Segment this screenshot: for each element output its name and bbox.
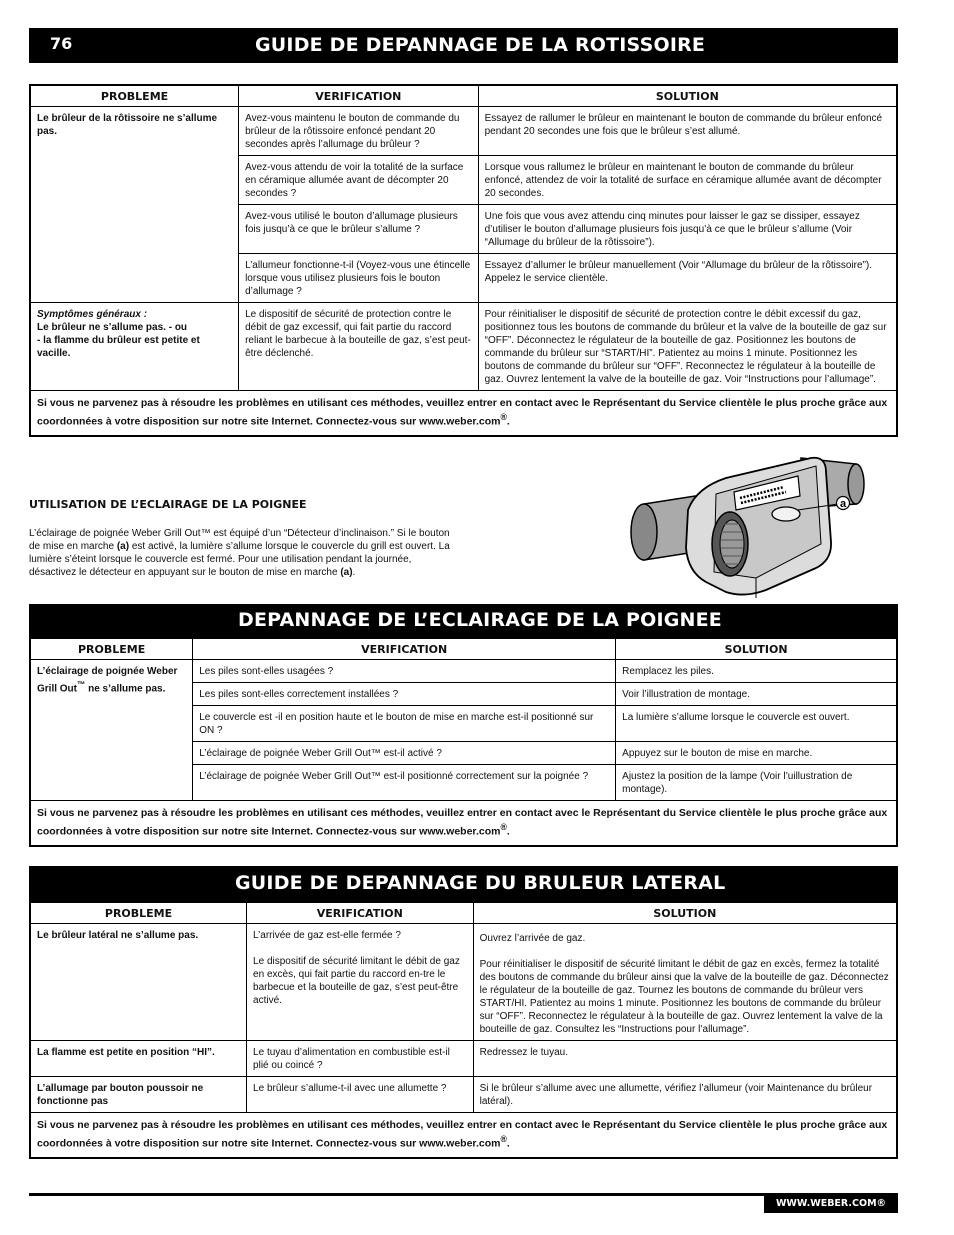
col-solution: SOLUTION: [473, 902, 897, 924]
table-header-row: [30, 902, 897, 924]
verification-cell: L’arrivée de gaz est-elle fermée ? Le dispositif de sécurité limitant le débit de gaz en excès, qui fait partie du raccord en-tre le barbecue et la bouteille de gaz, s’est peut-être activé.: [247, 924, 474, 1041]
solution-cell: Remplacez les piles.: [616, 660, 897, 683]
verification-cell: Avez-vous maintenu le bouton de commande du brûleur de la rôtissoire enfoncé pendant 20 secondes après l’allumage du brûleur ?: [239, 107, 479, 156]
contact-footer: Si vous ne parvenez pas à résoudre les problèmes en utilisant ces méthodes, veuillez entrer en contact avec le Représentant du Service clientèle le plus proche grâce aux coordonnées à votre disposition sur notre site Internet. Connectez-vous sur www.weber.com®.: [30, 391, 897, 436]
contact-footer: Si vous ne parvenez pas à résoudre les problèmes en utilisant ces méthodes, veuillez entrer en contact avec le Représentant du Service clientèle le plus proche grâce aux coordonnées à votre disposition sur notre site Internet. Connectez-vous sur www.weber.com®.: [30, 801, 897, 846]
solution-cell: Redressez le tuyau.: [473, 1041, 897, 1077]
verification-cell: L’éclairage de poignée Weber Grill Out™ est-il activé ?: [193, 742, 616, 765]
website-tag: WWW.WEBER.COM®: [764, 1195, 898, 1213]
side-burner-title: GUIDE DE DEPANNAGE DU BRULEUR LATERAL: [235, 872, 726, 894]
problem-cell: Le brûleur de la rôtissoire ne s’allume pas.: [30, 107, 239, 303]
callout-a: a: [839, 498, 847, 510]
handle-light-illustration: [626, 452, 866, 600]
table-header-row: [30, 85, 897, 107]
side-burner-header: [29, 866, 898, 901]
problem-line: - la flamme du brûleur est petite et vacille.: [37, 335, 200, 359]
solution-cell: Une fois que vous avez attendu cinq minutes pour laisser le gaz se dissiper, essayez d’utiliser le bouton d’allumage plusieurs fois jusqu’à ce que le brûleur s’allume (Voir “Allumage du brûleur de la rôtissoire”).: [478, 205, 897, 254]
solution-cell: Appuyez sur le bouton de mise en marche.: [616, 742, 897, 765]
problem-cell: Le brûleur latéral ne s’allume pas.: [30, 924, 247, 1041]
handle-light-table: [29, 637, 898, 847]
page-number: 76: [50, 34, 73, 53]
solution-cell: Ouvrez l’arrivée de gaz. Pour réinitialiser le dispositif de sécurité limitant le débit de gaz en excès, fermez la totalité des boutons de commande du brûleur ainsi que la valve de la bouteille de gaz. Déconnectez le régulateur de la bouteille de gaz. Tournez les boutons de commande du brûleur vers START/HI. Patientez au moins 1 minute. Positionnez les boutons de commande du brûleur sur “OFF”. Reconnectez le régulateur à la bouteille de gaz. Ouvrez lentement la valve de la bouteille de gaz. Consultez les “Instructions pour l’allumage”.: [473, 924, 897, 1041]
col-verification: VERIFICATION: [239, 85, 479, 107]
verification-cell: Le tuyau d’alimentation en combustible est-il plié ou coincé ?: [247, 1041, 474, 1077]
solution-cell: Ajustez la position de la lampe (Voir l’uillustration de montage).: [616, 765, 897, 801]
rotisserie-title: GUIDE DE DEPANNAGE DE LA ROTISSOIRE: [255, 34, 706, 56]
problem-symptoms-label: Symptômes généraux :: [37, 309, 148, 320]
problem-cell: L’allumage par bouton poussoir ne fonctionne pas: [30, 1077, 247, 1113]
problem-cell: [30, 303, 239, 391]
table-footer-row: [30, 1113, 897, 1158]
rotisserie-header: [29, 28, 898, 63]
solution-cell: Lorsque vous rallumez le brûleur en maintenant le bouton de commande du brûleur enfoncé, attendez de voir la totalité de surface en céramique allumée avant de décompter 20 secondes.: [478, 156, 897, 205]
problem-cell: La flamme est petite en position “HI”.: [30, 1041, 247, 1077]
table-row: [30, 1041, 897, 1077]
table-row: [30, 1077, 897, 1113]
solution-cell: Essayez d’allumer le brûleur manuellement (Voir “Allumage du brûleur de la rôtissoire”). Appelez le service clientèle.: [478, 254, 897, 303]
contact-footer: Si vous ne parvenez pas à résoudre les problèmes en utilisant ces méthodes, veuillez entrer en contact avec le Représentant du Service clientèle le plus proche grâce aux coordonnées à votre disposition sur notre site Internet. Connectez-vous sur www.weber.com®.: [30, 1113, 897, 1158]
light-usage-subtitle: UTILISATION DE L’ECLAIRAGE DE LA POIGNEE: [29, 498, 307, 511]
verification-cell: Avez-vous attendu de voir la totalité de la surface en céramique allumée avant de décompter 20 secondes ?: [239, 156, 479, 205]
col-probleme: PROBLEME: [30, 638, 193, 660]
table-row: [30, 107, 897, 156]
rotisserie-table: [29, 84, 898, 437]
verification-cell: Avez-vous utilisé le bouton d’allumage plusieurs fois jusqu’à ce que le brûleur s’allume ?: [239, 205, 479, 254]
verification-cell: Le dispositif de sécurité de protection contre le débit de gaz excessif, qui fait partie du raccord reliant le barbecue à la bouteille de gaz, s’est peut-être déclenché.: [239, 303, 479, 391]
col-verification: VERIFICATION: [247, 902, 474, 924]
verification-cell: L’allumeur fonctionne-t-il (Voyez-vous une étincelle lorsque vous utilisez plusieurs fois le bouton d’allumage ?: [239, 254, 479, 303]
verification-cell: Le couvercle est -il en position haute et le bouton de mise en marche est-il positionné sur ON ?: [193, 706, 616, 742]
table-row: [30, 660, 897, 683]
col-probleme: PROBLEME: [30, 85, 239, 107]
col-solution: SOLUTION: [478, 85, 897, 107]
side-burner-table: [29, 901, 898, 1159]
table-footer-row: [30, 801, 897, 846]
solution-cell: Si le brûleur s’allume avec une allumette, vérifiez l’allumeur (voir Maintenance du brûleur latéral).: [473, 1077, 897, 1113]
table-row: [30, 924, 897, 1041]
light-usage-paragraph: L’éclairage de poignée Weber Grill Out™ est équipé d’un “Détecteur d’inclinaison.” Si le bouton de mise en marche (a) est activé, la lumière s’allume lorsque le couvercle du grill est ouvert. La lumière s’éteint lorsque le couvercle est fermé. Pour une utilisation pendant la journée, désactivez le détecteur en appuyant sur le bouton de mise en marche (a).: [29, 528, 450, 578]
solution-cell: La lumière s’allume lorsque le couvercle est ouvert.: [616, 706, 897, 742]
verification-cell: Le brûleur s’allume-t-il avec une allumette ?: [247, 1077, 474, 1113]
verification-cell: Les piles sont-elles usagées ?: [193, 660, 616, 683]
table-footer-row: [30, 391, 897, 436]
solution-cell: Essayez de rallumer le brûleur en maintenant le bouton de commande du brûleur enfoncé pendant 20 secondes une fois que le brûleur s’est allumé.: [478, 107, 897, 156]
col-verification: VERIFICATION: [193, 638, 616, 660]
solution-cell: Voir l’illustration de montage.: [616, 683, 897, 706]
solution-cell: Pour réinitialiser le dispositif de sécurité de protection contre le débit excessif du gaz, positionnez tous les boutons de commande du brûleur et la valve de la bouteille de gaz sur “OFF”. Déconnectez le régulateur de la bouteille de gaz. Positionnez les boutons de commande du brûleur sur “START/HI”. Patientez au moins 1 minute. Positionnez les boutons de commande du brûleur sur “OFF”. Reconnectez le régulateur à la bouteille de gaz. Ouvrez lentement la valve de la bouteille de gaz. Voir “Instructions pour l’allumage”.: [478, 303, 897, 391]
table-header-row: [30, 638, 897, 660]
table-row: [30, 303, 897, 391]
verification-cell: L’éclairage de poignée Weber Grill Out™ est-il positionné correctement sur la poignée ?: [193, 765, 616, 801]
verification-cell: Les piles sont-elles correctement installées ?: [193, 683, 616, 706]
col-solution: SOLUTION: [616, 638, 897, 660]
problem-cell: L’éclairage de poignée Weber Grill Out™ ne s’allume pas.: [30, 660, 193, 801]
handle-light-header: [29, 604, 898, 637]
problem-line: Le brûleur ne s’allume pas. - ou: [37, 322, 188, 333]
handle-light-title: DEPANNAGE DE L’ECLAIRAGE DE LA POIGNEE: [238, 609, 722, 631]
col-probleme: PROBLEME: [30, 902, 247, 924]
